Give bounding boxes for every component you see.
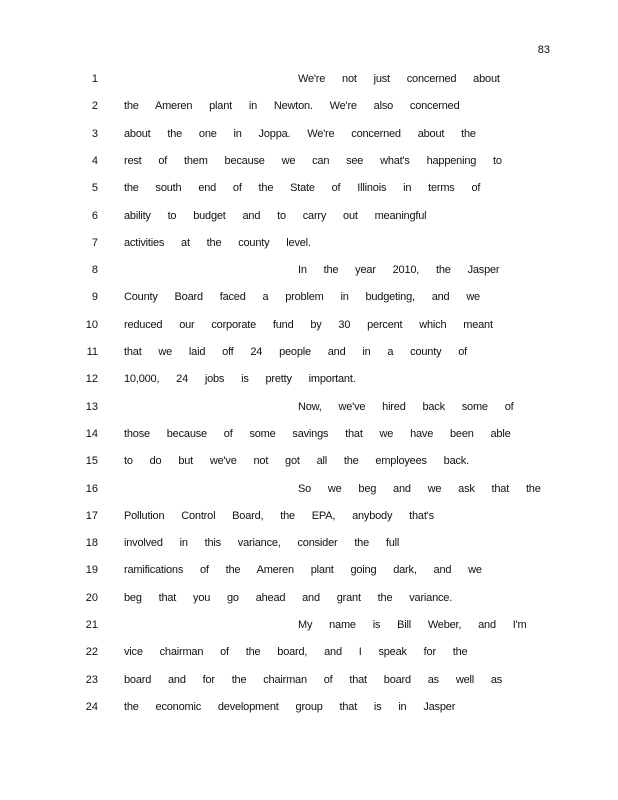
line-text: activities at the county level.	[124, 236, 311, 249]
line-number: 20	[85, 591, 98, 604]
line-number: 6	[91, 209, 98, 222]
line-text: that we laid off 24 people and in a county of	[124, 346, 468, 358]
line-text: We're not just concerned about	[298, 73, 500, 85]
line-text: beg that you go ahead and grant the variance.	[124, 591, 453, 604]
page-number: 83	[537, 44, 550, 56]
line-number: 7	[91, 236, 98, 249]
line-text: ramifications of the Ameren plant going dark, and we	[124, 564, 482, 577]
line-text: about the one in Joppa. We're concerned about the	[124, 127, 476, 140]
line-text: rest of them because we can see what's happening to	[124, 154, 502, 167]
line-text: Pollution Control Board, the EPA, anybody that's	[124, 509, 434, 522]
line-number: 24	[85, 700, 98, 713]
line-number: 21	[85, 619, 98, 631]
line-number: 14	[85, 427, 98, 440]
line-number: 3	[91, 127, 98, 140]
line-number: 13	[85, 400, 98, 413]
line-text: to do but we've not got all the employees back.	[124, 455, 469, 468]
line-text: In the year 2010, the Jasper	[298, 264, 500, 277]
line-text: board and for the chairman of that board as well as	[124, 673, 503, 686]
line-number: 23	[85, 673, 98, 686]
line-text: vice chairman of the board, and I speak for the	[124, 646, 468, 659]
line-number: 10	[85, 318, 98, 331]
line-number: 19	[85, 564, 98, 577]
line-text: the south end of the State of Illinois in terms of	[124, 182, 481, 195]
line-number: 15	[85, 455, 98, 468]
line-number: 9	[91, 291, 98, 304]
line-number: 8	[91, 264, 98, 277]
line-number: 4	[91, 154, 98, 167]
line-text: the Ameren plant in Newton. We're also concerned	[124, 100, 460, 113]
line-text: 10,000, 24 jobs is pretty important.	[124, 373, 356, 386]
line-number: 12	[85, 373, 98, 386]
line-number: 5	[91, 182, 98, 195]
line-number: 17	[85, 509, 98, 522]
line-number: 11	[86, 346, 98, 358]
line-text: My name is Bill Weber, and I'm	[298, 619, 527, 631]
line-number: 1	[91, 73, 98, 85]
line-text: So we beg and we ask that the	[298, 482, 541, 495]
line-number: 16	[85, 482, 98, 495]
line-text: reduced our corporate fund by 30 percent which meant	[124, 318, 493, 331]
line-text: the economic development group that is in Jasper	[124, 700, 456, 713]
line-text: County Board faced a problem in budgeting, and we	[124, 291, 480, 304]
line-number: 22	[85, 646, 98, 659]
line-text: Now, we've hired back some of	[298, 400, 514, 413]
line-text: involved in this variance, consider the full	[124, 537, 400, 550]
line-text: those because of some savings that we have been able	[124, 427, 511, 440]
line-text: ability to budget and to carry out meaningful	[124, 209, 427, 222]
line-number: 18	[85, 537, 98, 550]
line-number: 2	[91, 100, 98, 113]
